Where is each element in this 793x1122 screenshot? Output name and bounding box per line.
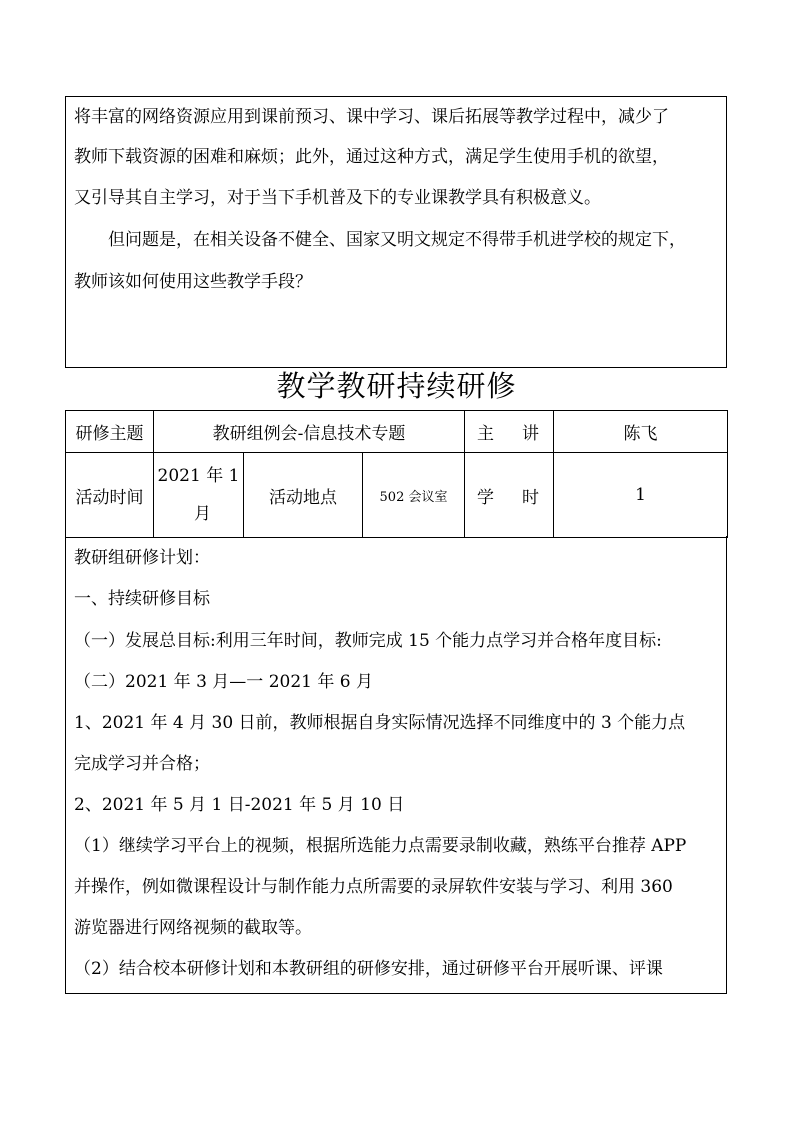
plan-line-5: 1、2021 年 4 月 30 日前，教师根据自身实际情况选择不同维度中的 3 个能力点 [74,713,686,733]
topic-label: 研修主题 [66,411,154,453]
time-label: 活动时间 [66,453,154,538]
hours-label: 学 时 [465,453,554,538]
table-row [66,411,728,453]
plan-box [65,536,727,994]
topic-value: 教研组例会-信息技术专题 [154,411,465,453]
plan-line-11: （2）结合校本研修计划和本教研组的研修安排，通过研修平台开展听课、评课 [74,959,663,979]
time-value: 2021 年 1 月 [154,453,244,538]
reflection-line-5: 教师该如何使用这些教学手段？ [74,272,312,292]
reflection-line-2: 教师下载资源的困难和麻烦；此外，通过这种方式，满足学生使用手机的欲望， [74,147,669,167]
reflection-box [65,96,727,368]
plan-line-9: 并操作，例如微课程设计与制作能力点所需要的录屏软件安装与学习、利用 360 [74,877,673,897]
table-row [66,453,728,538]
speaker-value: 陈飞 [554,411,728,453]
plan-line-4: （二）2021 年 3 月—一 2021 年 6 月 [74,672,373,692]
reflection-line-3: 又引导其自主学习，对于当下手机普及下的专业课教学具有积极意义。 [74,188,601,208]
speaker-label: 主 讲 [465,411,554,453]
plan-line-2: 一、持续研修目标 [74,589,210,609]
plan-line-10: 游览器进行网络视频的截取等。 [74,918,312,938]
plan-line-3: （一）发展总目标:利用三年时间，教师完成 15 个能力点学习并合格年度目标: [74,631,662,651]
place-value: 502 会议室 [363,453,465,538]
plan-line-6: 完成学习并合格； [74,754,210,774]
hours-value: 1 [554,453,728,538]
place-label: 活动地点 [244,453,363,538]
reflection-line-1: 将丰富的网络资源应用到课前预习、课中学习、课后拓展等教学过程中，减少了 [74,107,669,127]
page-title: 教学教研持续研修 [276,369,517,403]
info-table [65,410,728,538]
plan-line-1: 教研组研修计划： [74,548,210,568]
plan-line-7: 2、2021 年 5 月 1 日-2021 年 5 月 10 日 [74,795,405,815]
reflection-line-4: 但问题是，在相关设备不健全、国家又明文规定不得带手机进学校的规定下， [108,230,686,250]
plan-line-8: （1）继续学习平台上的视频，根据所选能力点需要录制收藏，熟练平台推荐 APP [74,836,687,856]
